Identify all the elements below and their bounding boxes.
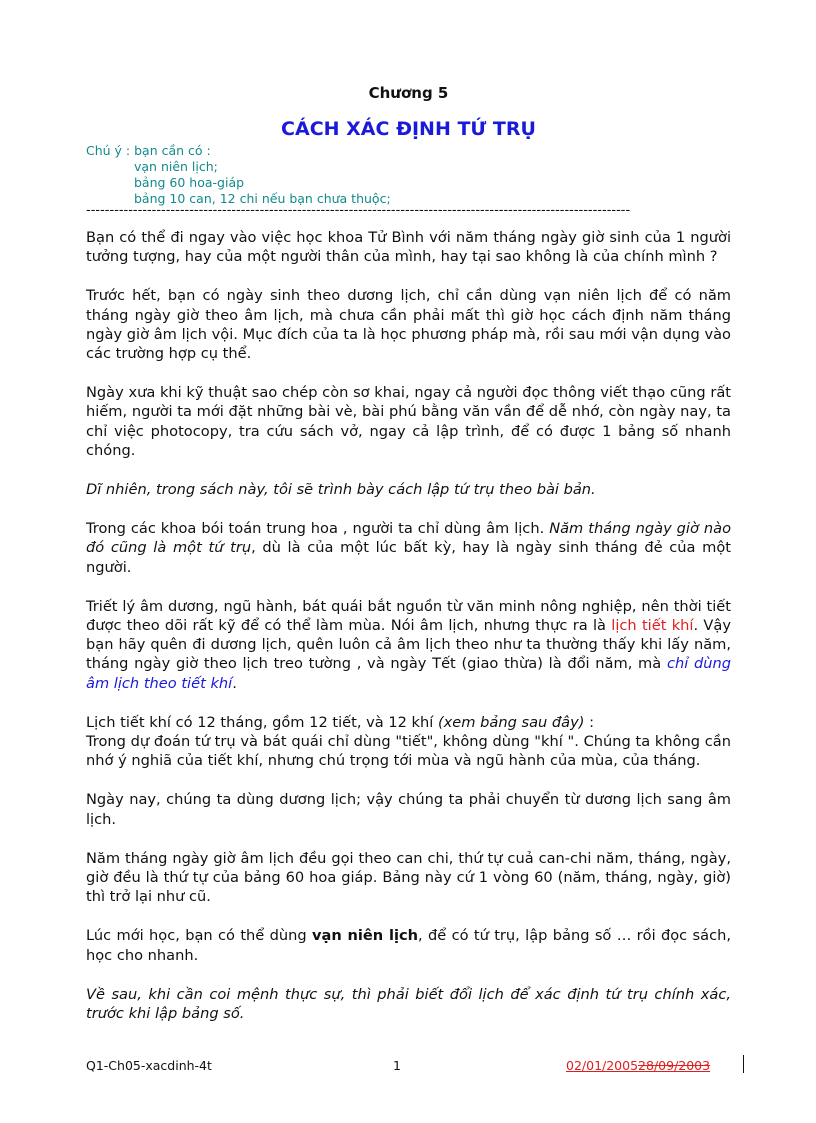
paragraph: Dĩ nhiên, trong sách này, tôi sẽ trình bày cách lập tứ trụ theo bài bản. <box>86 481 596 499</box>
text-run: , để có tứ trụ, lập bảng số … rồi đọc sách, học cho nhanh. <box>86 927 731 964</box>
paragraph <box>86 926 731 964</box>
text-run: : <box>584 713 595 731</box>
text-run: Lịch tiết khí có 12 tháng, gồm 12 tiết, và 12 khí <box>86 713 438 731</box>
emphasis-text: Năm tháng ngày giờ nào đó cũng là một tứ trụ <box>86 520 731 557</box>
paragraph: Ngày nay, chúng ta dùng dương lịch; vậy chúng ta phải chuyển từ dương lịch sang âm lịch. <box>86 791 731 828</box>
revision-date <box>566 1058 710 1073</box>
note-item: vạn niên lịch; <box>134 159 218 174</box>
paragraph: Năm tháng ngày giờ âm lịch đều gọi theo can chi, thứ tự cuả can-chi năm, tháng, ngày, giờ đều là thứ tự của bảng 60 hoa giáp. Bảng này cứ 1 vòng 60 (năm, tháng, ngày, giờ) thì trở lại như cũ. <box>86 849 731 906</box>
date-new: 02/01/2005 <box>566 1058 639 1073</box>
requirements-note <box>86 143 391 207</box>
paragraph: Bạn có thể đi ngay vào việc học khoa Tử Bình với năm tháng ngày giờ sinh của 1 người tưởng tượng, hay của một người thân của mình, hay tại sao không là của chính mình ? <box>86 229 731 266</box>
emphasis-text: (xem bảng sau đây) <box>437 713 585 731</box>
chapter-label: Chương 5 <box>368 84 449 102</box>
text-run: , dù là của một lúc bất kỳ, hay là ngày sinh tháng đẻ của một người. <box>86 539 731 576</box>
change-bar <box>743 1055 744 1073</box>
text-run: Lúc mới học, bạn có thể dùng <box>86 927 312 945</box>
note-heading: Chú ý : bạn cần có : <box>86 143 211 158</box>
body-text <box>86 228 731 1043</box>
text-run: Trong các khoa bói toán trung hoa , người ta chỉ dùng âm lịch. <box>86 520 550 538</box>
chapter-title: CÁCH XÁC ĐỊNH TỨ TRỤ <box>281 118 536 140</box>
paragraph <box>86 519 731 577</box>
text-run: . <box>232 674 237 692</box>
highlight-text: lịch tiết khí <box>611 617 694 635</box>
note-item: bảng 10 can, 12 chi nếu bạn chưa thuộc; <box>134 191 391 206</box>
paragraph: Ngày xưa khi kỹ thuật sao chép còn sơ khai, ngay cả người đọc thông viết thạo cũng rất hiếm, người ta mới đặt những bài vè, bài phú bằng văn vần để dễ nhớ, còn ngày nay, ta chỉ việc photocopy, tra cứu sách vở, ngay cả lập trình, để có được 1 bảng số nhanh chóng. <box>86 384 731 459</box>
highlight-text: chỉ dùng âm lịch theo tiết khí <box>86 655 732 692</box>
paragraph: Trong dự đoán tứ trụ và bát quái chỉ dùng "tiết", không dùng "khí ". Chúng ta không cần nhớ ý nghiã của tiết khí, nhưng chú trọng tới mùa và ngũ hành của mùa, của tháng. <box>86 733 731 770</box>
paragraph: Về sau, khi cần coi mệnh thực sự, thì phải biết đổi lịch để xác định tứ trụ chính xác, trước khi lập bảng số. <box>86 985 731 1023</box>
date-old: 28/09/2003 <box>638 1058 711 1073</box>
note-item: bảng 60 hoa-giáp <box>134 175 245 190</box>
bold-text: vạn niên lịch <box>311 927 419 945</box>
text-run: Triết lý âm dương, ngũ hành, bát quái bắt nguồn từ văn minh nông nghiệp, nên thời tiết được theo dõi rất kỹ để có thể làm mùa. Nói âm lịch, nhưng thực ra là <box>86 597 731 635</box>
paragraph <box>86 597 731 693</box>
page-number: 1 <box>393 1058 401 1073</box>
dashed-divider: -------------------------------------------------------------------------------------------------------------------- <box>86 204 631 218</box>
paragraph <box>86 713 731 732</box>
text-run: . Vậy bạn hãy quên đi dương lịch, quên luôn cả âm lịch theo như ta thường thấy khi lấy năm, tháng ngày giờ theo lịch treo tường , và ngày Tết (giao thừa) là đổi năm, mà <box>86 617 731 673</box>
paragraph: Trước hết, bạn có ngày sinh theo dương lịch, chỉ cần dùng vạn niên lịch để có năm tháng ngày giờ theo âm lịch, mà chưa cần phải mất thì giờ học cách định năm tháng ngày giờ âm lịch vội. Mục đích của ta là học phương pháp mà, rồi sau mới vận dụng vào các trường hợp cụ thể. <box>86 287 731 363</box>
document-id: Q1-Ch05-xacdinh-4t <box>86 1058 212 1073</box>
